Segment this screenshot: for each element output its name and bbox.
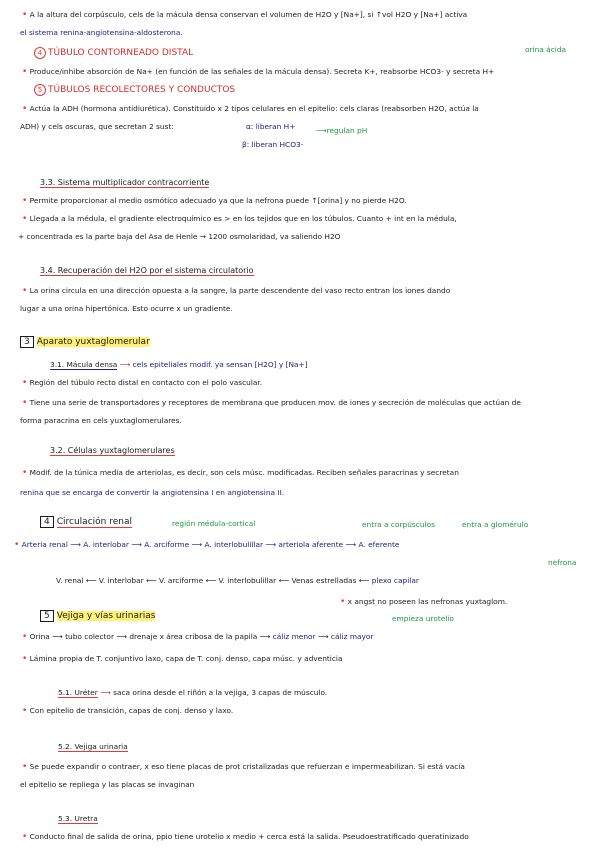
s34-line-1: La orina circula en una dirección opuesta a la sangre, la parte descendente del vaso recto entran los iones dando [29,286,451,295]
s5-heading [40,610,155,622]
artery-4: A. interlobulillar [204,540,264,549]
s34-title [40,266,254,276]
veins-row [56,576,419,586]
bullet-dot: • [22,468,28,478]
s4-note-1: región médula-cortical [172,519,256,528]
s5-line-3: Con epitelio de transición, capas de conj. denso y laxo. [29,706,234,715]
tcol-alpha: α: liberan H+ [246,122,296,131]
bullet-dot: • [22,67,28,77]
bullet-line [22,654,343,664]
s5-flow-1: Orina [29,632,50,641]
bullet-dot: • [340,597,346,607]
bullet-dot: • [22,10,28,20]
bullet-line [22,67,494,77]
arrow-icon: ⟶ [70,540,81,549]
artery-2: A. interlobar [83,540,129,549]
s33-line-2: Llegada a la médula, el gradiente electroquímico es > en los tejidos que en los túbulos. Cuanto + int en la médula, [29,214,457,223]
arrow-icon: ⟶ [345,540,357,549]
s3-line-4: Modif. de la túnica media de arteriolas, es decir, son cels músc. modificadas. Reciben señales paracrinas y secretan [29,468,459,477]
s4-number: 4 [40,516,54,528]
s5-flow-2: tubo colector [65,632,114,641]
s5-number: 5 [40,610,54,622]
arrow-left-icon: ⟵ [278,576,290,585]
bullet-line [22,468,459,478]
s33-title [40,178,209,188]
arrow-icon: ⟶ [317,632,329,641]
bullet-dot: • [22,654,28,664]
tcol-title: TÚBULOS RECOLECTORES Y CONDUCTOS [48,85,236,95]
bullet-dot: • [22,832,28,842]
s5-flow-3: drenaje x área cribosa de la papila [129,632,258,641]
bullet-line [22,378,262,388]
s5-note: empieza urotelio [392,614,454,623]
tcol-number: 5 [34,84,46,96]
artery-1: Arteria renal [21,540,68,549]
bullet-dot: • [22,706,28,716]
artery-5: arteriola aferente [278,540,344,549]
tcd-line: Produce/inhibe absorción de Na+ (en función de las señales de la mácula densa). Secreta K+, reabsorbe HCO3- y secreta H+ [29,67,495,76]
arrow-icon: ⟶ [100,688,111,697]
arrow-icon: ⟶ [116,632,127,641]
bullet-dot: • [22,632,28,642]
tcd-title: TÚBULO CONTORNEADO DISTAL [48,48,194,58]
s5-title: Vejiga y vías urinarias [56,611,156,621]
s3-sub2-title: 3.2. Células yuxtaglomerulares [50,446,175,455]
s4-foot [340,597,507,607]
s5-flow-4: cáliz menor [272,632,316,641]
s5-sub3-title: 5.3. Uretra [58,814,98,823]
bullet-line [22,832,469,842]
vein-5: Venas estrelladas [291,576,357,585]
tcol-reg [316,126,367,136]
artery-3: A. arciforme [144,540,190,549]
vein-4: V. interlobulillar [218,576,277,585]
intro-line-1: A la altura del corpúsculo, cels de la mácula densa conservan el volumen de H2O y [Na+], si ↑vol H2O y [Na+] activa [29,10,468,19]
s5-sub2-title: 5.2. Vejiga urinaria [58,742,128,751]
s3-number: 3 [20,336,34,348]
arrow-left-icon: ⟵ [85,576,97,585]
arrow-icon: ⟶ [259,632,271,641]
bullet-line [22,398,521,408]
tcd-heading [34,47,193,59]
vein-3: V. arciforme [159,576,204,585]
bullet-line [22,214,457,224]
s4-note-2: entra a corpúsculos [362,520,435,529]
tcd-number: 4 [34,47,46,59]
bullet-dot: • [22,398,28,408]
s3-line-2: Tiene una serie de transportadores y receptores de membrana que producen mov. de iones y secreción de moléculas que actúan de [29,398,521,407]
s3-sub1-desc: cels epiteliales modif. ya sensan [H2O] y [Na+] [132,360,308,369]
bullet-dot: • [22,378,28,388]
s34-title-text: 3.4. Recuperación del H2O por el sistema circulatorio [40,266,254,275]
arrow-icon: ⟶ [131,540,142,549]
vein-6: plexo capilar [371,576,419,585]
s3-line-3: forma paracrina en cels yuxtaglomerulares. [20,416,182,425]
bullet-line [22,196,407,206]
s5-sub1-title: 5.1. Uréter [58,688,98,697]
vein-2: V. interlobar [98,576,144,585]
bullet-line [22,706,233,716]
s4-title: Circulación renal [56,517,132,527]
s3-heading [20,336,150,348]
bullet-line [22,10,467,20]
s5-flow-5: cáliz mayor [330,632,374,641]
s3-title: Aparato yuxtaglomerular [36,337,150,347]
tcd-note: orina ácida [525,45,567,54]
vein-1: V. renal [56,576,84,585]
s33-title-text: 3.3. Sistema multiplicador contracorriente [40,178,210,187]
s3-line-5: renina que se encarga de convertir la angiotensina I en angiotensina II. [20,488,285,497]
artery-6: A. eferente [358,540,400,549]
tcol-line-1: Actúa la ADH (hormona antidiurética). Constituido x 2 tipos celulares en el epitelio: cels claras (reabsorben H2O, actúa la [29,104,479,113]
bullet-dot: • [22,196,28,206]
arteries-row [14,540,399,550]
s5-line-4: Se puede expandir o contraer, x eso tiene placas de prot cristalizadas que refuerzan e impermeabilizan. Si está vacía [29,762,465,771]
s5-line-6: Conducto final de salida de orina, ppio tiene urotelio x medio + cerca está la salida. Pseudoestratificado queratinizado [29,832,469,841]
s3-sub2 [50,446,175,456]
arrow-icon: ⟶ [265,540,277,549]
s4-heading [40,516,132,528]
arrow-icon: ⟶ [316,126,327,135]
s34-line-2: lugar a una orina hipertónica. Esto ocurre x un gradiente. [20,304,233,313]
s5-line-2: Lámina propia de T. conjuntivo laxo, capa de T. conj. denso, capa músc. y adventicia [29,654,343,663]
bullet-dot: • [22,286,28,296]
intro-line-2: el sistema renina-angiotensina-aldosterona. [20,28,183,37]
s5-sub2 [58,742,128,752]
bullet-line [22,286,450,296]
s33-line-1: Permite proporcionar al medio osmótico adecuado ya que la nefrona puede ↑[orina] y no pierde H2O. [29,196,407,205]
s4-note-3: entra a glomérulo [462,520,529,529]
s5-sub3 [58,814,98,824]
s3-sub1 [50,360,308,370]
arrow-left-icon: ⟵ [205,576,217,585]
s5-line-5: el epitelio se repliega y las placas se invaginan [20,780,195,789]
tcol-reg-label: regulan pH [326,126,368,135]
bullet-dot: • [14,540,20,550]
tcol-heading [34,84,235,96]
s33-line-3: + concentrada es la parte baja del Asa de Henle → 1200 osmolaridad, va saliendo H2O [18,232,341,241]
bullet-dot: • [22,214,28,224]
bullet-dot: • [22,104,28,114]
arrow-icon: ⟶ [52,632,63,641]
s5-sub1 [58,688,327,698]
tcol-beta: β: liberan HCO3- [242,140,304,149]
bullet-line [22,104,479,114]
s4-note-4: nefrona [548,558,577,567]
bullet-line [22,762,465,772]
arrow-left-icon: ⟵ [358,576,370,585]
arrow-left-icon: ⟵ [146,576,157,585]
arrow-icon: ⟶ [191,540,203,549]
arrow-icon: ⟶ [119,360,131,369]
s5-sub1-desc: saca orina desde el riñón a la vejiga, 3 capas de músculo. [113,688,328,697]
bullet-dot: • [22,762,28,772]
s4-foot-text: x angst no poseen las nefronas yuxtaglom. [347,597,508,606]
s5-flow [22,632,373,642]
s3-sub1-title: 3.1. Mácula densa [50,360,118,369]
tcol-line-2: ADH) y cels oscuras, que secretan 2 sust: [20,122,174,131]
s3-line-1: Región del túbulo recto distal en contacto con el polo vascular. [29,378,263,387]
